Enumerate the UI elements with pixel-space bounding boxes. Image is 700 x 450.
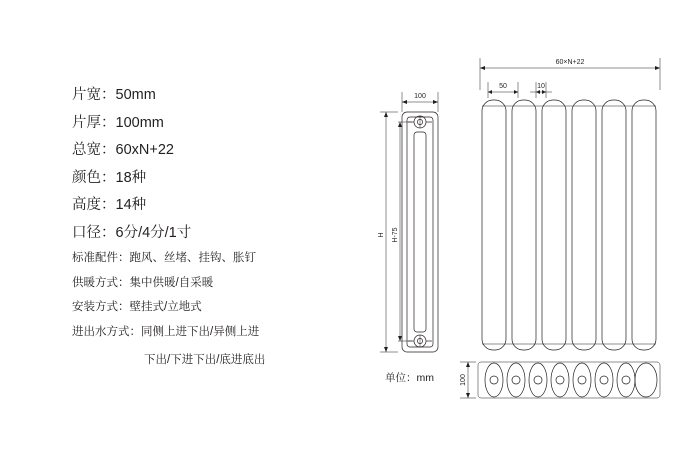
spec-value-width: 50mm <box>115 87 156 103</box>
side-view-gap-label: 10 <box>537 83 545 90</box>
spec-row-height <box>72 198 372 213</box>
spec-row-accessories <box>72 253 372 265</box>
technical-drawing <box>360 40 690 410</box>
side-view-total-width-label: 60×N+22 <box>555 59 585 66</box>
front-view-height-label: H <box>378 232 385 238</box>
spec-row-heating-mode <box>72 278 372 290</box>
spec-list <box>72 88 372 367</box>
spec-water-mode-continuation: 下出/下进下出/底进底出 <box>144 354 266 366</box>
top-view-depth-label: 100 <box>460 374 467 386</box>
spec-label-heating-mode: 供暖方式： <box>72 276 130 289</box>
spec-value-thickness: 100mm <box>115 114 164 131</box>
spec-label-install-mode: 安装方式： <box>72 301 130 313</box>
spec-value-color: 18种 <box>115 169 147 186</box>
spec-value-accessories: 跑风、丝堵、挂钩、胀钉 <box>129 252 256 264</box>
spec-row-water-mode <box>72 327 372 339</box>
spec-label-accessories: 标准配件： <box>72 252 130 264</box>
spec-value-height: 14种 <box>115 197 147 213</box>
spec-label-width: 片宽： <box>72 87 116 103</box>
spec-label-thickness: 片厚： <box>72 114 116 131</box>
spec-value-heating-mode: 集中供暖/自采暖 <box>129 276 214 289</box>
spec-value-caliber: 6分/4分/1寸 <box>115 224 192 241</box>
spec-label-total-width: 总宽： <box>72 142 116 158</box>
spec-row-install-mode <box>72 302 372 314</box>
front-view-width-label: 100 <box>414 93 426 100</box>
front-view-inner-height-label: H-75 <box>392 227 399 243</box>
spec-row-caliber <box>72 226 372 241</box>
spec-value-total-width: 60xN+22 <box>115 142 174 158</box>
spec-row-width <box>72 88 372 103</box>
side-view-segment-label: 50 <box>499 83 507 90</box>
unit-note: 单位：mm <box>385 372 434 384</box>
spec-value-install-mode: 壁挂式/立地式 <box>129 301 202 313</box>
spec-label-color: 颜色： <box>72 169 116 186</box>
spec-row-color <box>72 171 372 186</box>
drawing-svg <box>360 40 690 410</box>
spec-row-total-width <box>72 143 372 158</box>
spec-label-height: 高度： <box>72 197 116 213</box>
front-view <box>380 92 438 352</box>
spec-row-thickness <box>72 116 372 131</box>
top-view <box>460 362 660 398</box>
spec-label-water-mode: 进出水方式： <box>72 325 141 338</box>
side-view <box>480 58 660 350</box>
spec-value-water-mode: 同侧上进下出/异侧上进 <box>141 325 260 338</box>
spec-label-caliber: 口径： <box>72 224 116 241</box>
